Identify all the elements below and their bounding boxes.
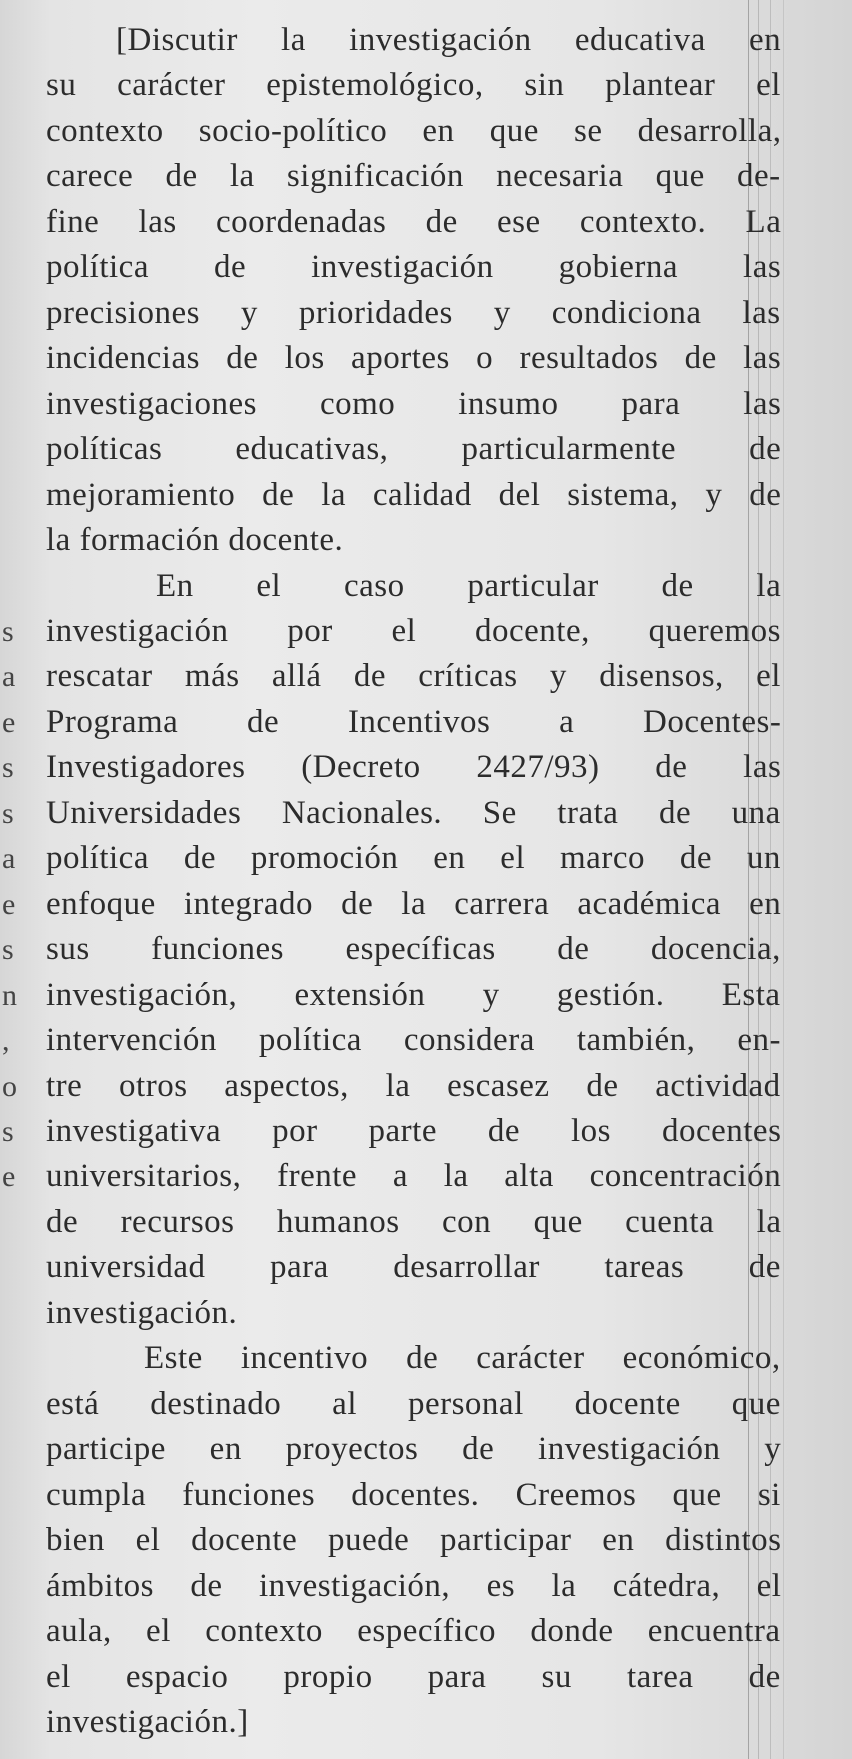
text-line: política de promoción en el marco de un	[46, 840, 781, 876]
text-line: enfoque integrado de la carrera académica en	[46, 886, 782, 922]
margin-fragment: n	[2, 979, 17, 1012]
text-line: la formación docente.	[46, 522, 344, 558]
text-line: investigaciones como insumo para las	[46, 386, 782, 422]
body-text	[46, 0, 786, 1759]
text-line: contexto socio-político en que se desarrolla,	[46, 113, 782, 149]
text-line: Universidades Nacionales. Se trata de una	[46, 795, 781, 831]
text-line: aula, el contexto específico donde encuentra	[46, 1613, 781, 1649]
text-line: universitarios, frente a la alta concentración	[46, 1158, 782, 1194]
text-line: tre otros aspectos, la escasez de actividad	[46, 1068, 781, 1104]
margin-fragment: e	[2, 706, 16, 739]
text-line: cumpla funciones docentes. Creemos que si	[46, 1477, 781, 1513]
text-line: mejoramiento de la calidad del sistema, y de	[46, 477, 782, 513]
margin-fragment: s	[2, 933, 14, 966]
margin-fragment: s	[2, 797, 14, 830]
text-line: sus funciones específicas de docencia,	[46, 931, 781, 967]
text-line: política de investigación gobierna las	[46, 249, 782, 285]
text-line: investigativa por parte de los docentes	[46, 1113, 782, 1149]
margin-fragment: o	[2, 1070, 17, 1103]
left-margin-fragments	[0, 0, 30, 1759]
margin-fragment: e	[2, 888, 16, 921]
text-line: su carácter epistemológico, sin plantear el	[46, 67, 781, 103]
text-line: bien el docente puede participar en distintos	[46, 1522, 782, 1558]
text-line: investigación.]	[46, 1704, 249, 1740]
text-line: políticas educativas, particularmente de	[46, 431, 782, 467]
margin-fragment: a	[2, 842, 16, 875]
text-line: investigación.	[46, 1295, 238, 1331]
margin-fragment: ,	[2, 1024, 10, 1057]
text-line: rescatar más allá de críticas y disensos, el	[46, 658, 781, 694]
text-line: precisiones y prioridades y condiciona las	[46, 295, 781, 331]
margin-fragment: s	[2, 751, 14, 784]
text-line: intervención política considera también, en-	[46, 1022, 782, 1058]
text-line: Programa de Incentivos a Docentes-	[46, 704, 782, 740]
text-line: investigación por el docente, queremos	[46, 613, 781, 649]
text-line: En el caso particular de la	[156, 568, 782, 604]
text-line: ámbitos de investigación, es la cátedra, el	[46, 1568, 782, 1604]
text-line: universidad para desarrollar tareas de	[46, 1249, 781, 1285]
text-line: está destinado al personal docente que	[46, 1386, 781, 1422]
text-line: Este incentivo de carácter económico,	[144, 1340, 781, 1376]
margin-fragment: s	[2, 1115, 14, 1148]
margin-fragment: a	[2, 660, 16, 693]
text-line: Investigadores (Decreto 2427/93) de las	[46, 749, 782, 785]
text-line: el espacio propio para su tarea de	[46, 1659, 781, 1695]
margin-fragment: e	[2, 1160, 16, 1193]
text-line: carece de la significación necesaria que de-	[46, 158, 781, 194]
text-line: investigación, extensión y gestión. Esta	[46, 977, 781, 1013]
text-line: [Discutir la investigación educativa en	[116, 22, 782, 58]
text-line: incidencias de los aportes o resultados de las	[46, 340, 782, 376]
text-line: participe en proyectos de investigación y	[46, 1431, 782, 1467]
text-line: fine las coordenadas de ese contexto. La	[46, 204, 782, 240]
margin-fragment: s	[2, 615, 14, 648]
text-line: de recursos humanos con que cuenta la	[46, 1204, 782, 1240]
